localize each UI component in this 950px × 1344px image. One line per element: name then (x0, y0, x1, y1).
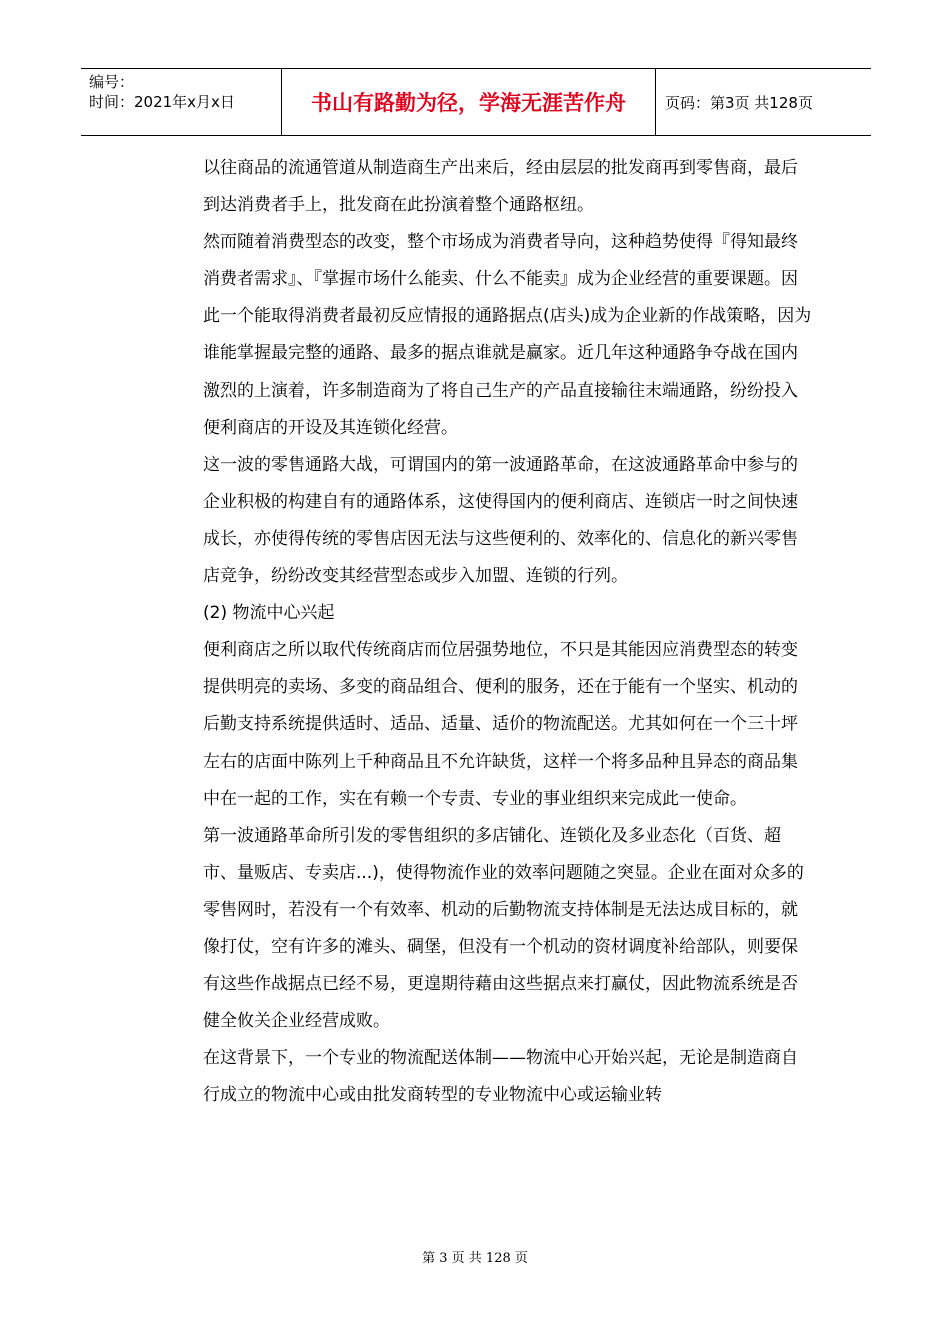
header-meta-cell (81, 69, 282, 135)
paragraph: 以往商品的流通管道从制造商生产出来后，经由层层的批发商再到零售商，最后到达消费者手上，批发商在此扮演着整个通路枢纽。 (203, 158, 798, 216)
page-info: 页码：第3页 共128页 (665, 93, 813, 112)
header-page-cell (656, 69, 871, 135)
paragraph: 在这背景下，一个专业的物流配送体制——物流中心开始兴起，无论是制造商自行成立的物流中心或由批发商转型的专业物流中心或运输业转 (203, 1048, 798, 1106)
time-label: 时间：2021年x月x日 (89, 93, 235, 111)
paragraph: 便利商店之所以取代传统商店而位居强势地位，不只是其能因应消费型态的转变提供明亮的卖场、多变的商品组合、便利的服务，还在于能有一个坚实、机动的后勤支持系统提供适时、适品、适量、适价的物流配送。尤其如何在一个三十坪左右的店面中陈列上千种商品且不允许缺货，这样一个将多品种且异态的商品集中在一起的工作，实在有赖一个专责、专业的事业组织来完成此一使命。 (203, 640, 798, 809)
document-body (203, 150, 813, 1114)
code-label: 编号： (89, 73, 135, 91)
motto-text: 书山有路勤为径，学海无涯苦作舟 (311, 91, 626, 115)
section-heading: (2) 物流中心兴起 (203, 603, 335, 624)
header-motto-cell (282, 69, 656, 135)
paragraph: 第一波通路革命所引发的零售组织的多店铺化、连锁化及多业态化（百货、超市、量贩店、专卖店...)，使得物流作业的效率问题随之突显。企业在面对众多的零售网时，若没有一个有效率、机动的后勤物流支持体制是无法达成目标的，就像打仗，空有许多的滩头、碉堡，但没有一个机动的资材调度补给部队，则要保有这些作战据点已经不易，更遑期待藉由这些据点来打赢仗，因此物流系统是否健全攸关企业经营成败。 (203, 825, 804, 1032)
page-footer (0, 1247, 950, 1266)
footer-page-number: 第 3 页 共 128 页 (422, 1251, 528, 1266)
paragraph: 这一波的零售通路大战，可谓国内的第一波通路革命，在这波通路革命中参与的企业积极的构建自有的通路体系，这使得国内的便利商店、连锁店一时之间快速成长，亦使得传统的零售店因无法与这些便利的、效率化的、信息化的新兴零售店竞争，纷纷改变其经营型态或步入加盟、连锁的行列。 (203, 454, 798, 587)
page-header (81, 68, 871, 136)
paragraph: 然而随着消费型态的改变，整个市场成为消费者导向，这种趋势使得『得知最终消费者需求』、『掌握市场什么能卖、什么不能卖』成为企业经营的重要课题。因此一个能取得消费者最初反应情报的通路据点(店头)成为企业新的作战策略，因为谁能掌握最完整的通路、最多的据点谁就是赢家。近几年这种通路争夺战在国内激烈的上演着，许多制造商为了将自己生产的产品直接输往末端通路，纷纷投入便利商店的开设及其连锁化经营。 (203, 232, 812, 438)
